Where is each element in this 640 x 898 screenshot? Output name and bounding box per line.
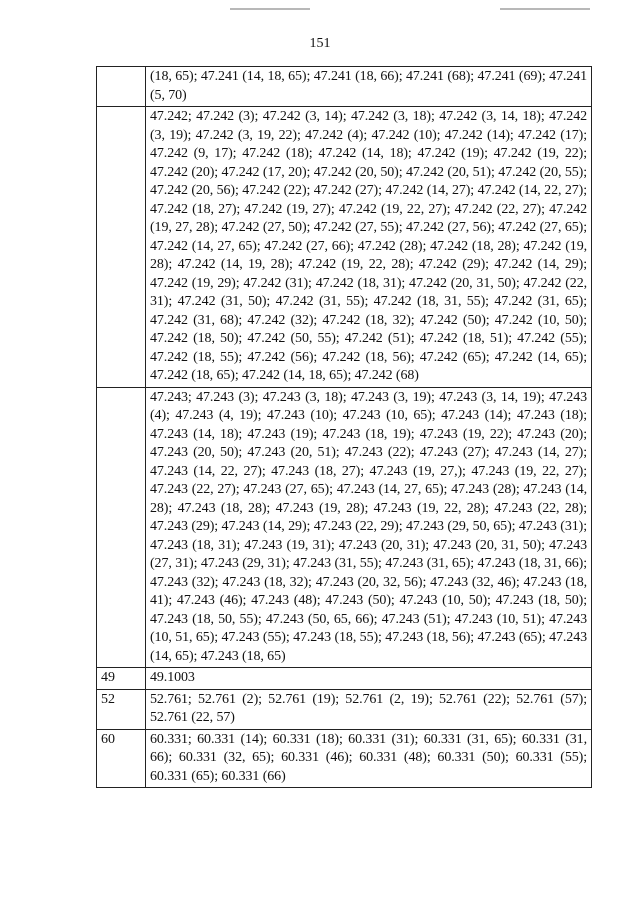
scan-artifact-left	[230, 8, 310, 10]
row-number	[97, 67, 146, 107]
row-codes: 52.761; 52.761 (2); 52.761 (19); 52.761 (2, 19); 52.761 (22); 52.761 (57); 52.761 (22, 57)	[146, 689, 592, 729]
table-row	[97, 107, 592, 388]
row-number: 60	[97, 729, 146, 788]
scan-artifact-right	[500, 8, 590, 10]
row-number	[97, 387, 146, 668]
page-number: 151	[309, 36, 331, 51]
table-row	[97, 67, 592, 107]
table-row	[97, 668, 592, 690]
row-codes: 47.243; 47.243 (3); 47.243 (3, 18); 47.243 (3, 19); 47.243 (3, 14, 19); 47.243 (4); 47.243 (4, 19); 47.243 (10); 47.243 (10, 65); 47.243 (14); 47.243 (18); 47.243 (14, 18); 47.243 (19); 47.243 (18, 19); 47.243 (19, 22); 47.243 (20); 47.243 (20, 50); 47.243 (20, 51); 47.243 (22); 47.243 (27); 47.243 (14, 27); 47.243 (14, 22, 27); 47.243 (18, 27); 47.243 (19, 27,); 47.243 (19, 22, 27); 47.243 (22, 27); 47.243 (27, 65); 47.243 (14, 27, 65); 47.243 (28); 47.243 (14, 28); 47.243 (18, 28); 47.243 (19, 28); 47.243 (19, 22, 28); 47.243 (22, 28); 47.243 (29); 47.243 (14, 29); 47.243 (22, 29); 47.243 (29, 50, 65); 47.243 (31); 47.243 (18, 31); 47.243 (19, 31); 47.243 (20, 31); 47.243 (20, 31, 50); 47.243 (27, 31); 47.243 (29, 31); 47.243 (31, 55); 47.243 (31, 65); 47.243 (18, 31, 66); 47.243 (32); 47.243 (18, 32); 47.243 (20, 32, 56); 47.243 (32, 46); 47.243 (18, 41); 47.243 (46); 47.243 (48); 47.243 (50); 47.243 (10, 50); 47.243 (18, 50); 47.243 (18, 50, 55); 47.243 (50, 65, 66); 47.243 (51); 47.243 (10, 51); 47.243 (10, 51, 65); 47.243 (55); 47.243 (18, 55); 47.243 (18, 56); 47.243 (65); 47.243 (14, 65); 47.243 (18, 65)	[146, 387, 592, 668]
table-row	[97, 689, 592, 729]
row-number: 52	[97, 689, 146, 729]
row-codes: 49.1003	[146, 668, 592, 690]
row-codes: (18, 65); 47.241 (14, 18, 65); 47.241 (18, 66); 47.241 (68); 47.241 (69); 47.241 (5, 70)	[146, 67, 592, 107]
code-table	[96, 66, 592, 788]
row-number: 49	[97, 668, 146, 690]
row-number	[97, 107, 146, 388]
row-codes: 60.331; 60.331 (14); 60.331 (18); 60.331 (31); 60.331 (31, 65); 60.331 (31, 66); 60.331 (32, 65); 60.331 (46); 60.331 (48); 60.331 (50); 60.331 (55); 60.331 (65); 60.331 (66)	[146, 729, 592, 788]
table-row	[97, 387, 592, 668]
table-row	[97, 729, 592, 788]
row-codes: 47.242; 47.242 (3); 47.242 (3, 14); 47.242 (3, 18); 47.242 (3, 14, 18); 47.242 (3, 19); 47.242 (3, 19, 22); 47.242 (4); 47.242 (10); 47.242 (14); 47.242 (17); 47.242 (9, 17); 47.242 (18); 47.242 (14, 18); 47.242 (19); 47.242 (19, 22); 47.242 (20); 47.242 (17, 20); 47.242 (20, 50); 47.242 (20, 51); 47.242 (20, 55); 47.242 (20, 56); 47.242 (22); 47.242 (27); 47.242 (14, 27); 47.242 (14, 22, 27); 47.242 (18, 27); 47.242 (19, 27); 47.242 (19, 22, 27); 47.242 (22, 27); 47.242 (19, 27, 28); 47.242 (27, 50); 47.242 (27, 55); 47.242 (27, 56); 47.242 (27, 65); 47.242 (14, 27, 65); 47.242 (27, 66); 47.242 (28); 47.242 (18, 28); 47.242 (19, 28); 47.242 (14, 19, 28); 47.242 (19, 22, 28); 47.242 (29); 47.242 (14, 29); 47.242 (19, 29); 47.242 (31); 47.242 (18, 31); 47.242 (20, 31, 50); 47.242 (22, 31); 47.242 (31, 50); 47.242 (31, 55); 47.242 (18, 31, 55); 47.242 (31, 65); 47.242 (31, 68); 47.242 (32); 47.242 (18, 32); 47.242 (50); 47.242 (10, 50); 47.242 (18, 50); 47.242 (50, 55); 47.242 (51); 47.242 (18, 51); 47.242 (55); 47.242 (18, 55); 47.242 (56); 47.242 (18, 56); 47.242 (65); 47.242 (14, 65); 47.242 (18, 65); 47.242 (14, 18, 65); 47.242 (68)	[146, 107, 592, 388]
